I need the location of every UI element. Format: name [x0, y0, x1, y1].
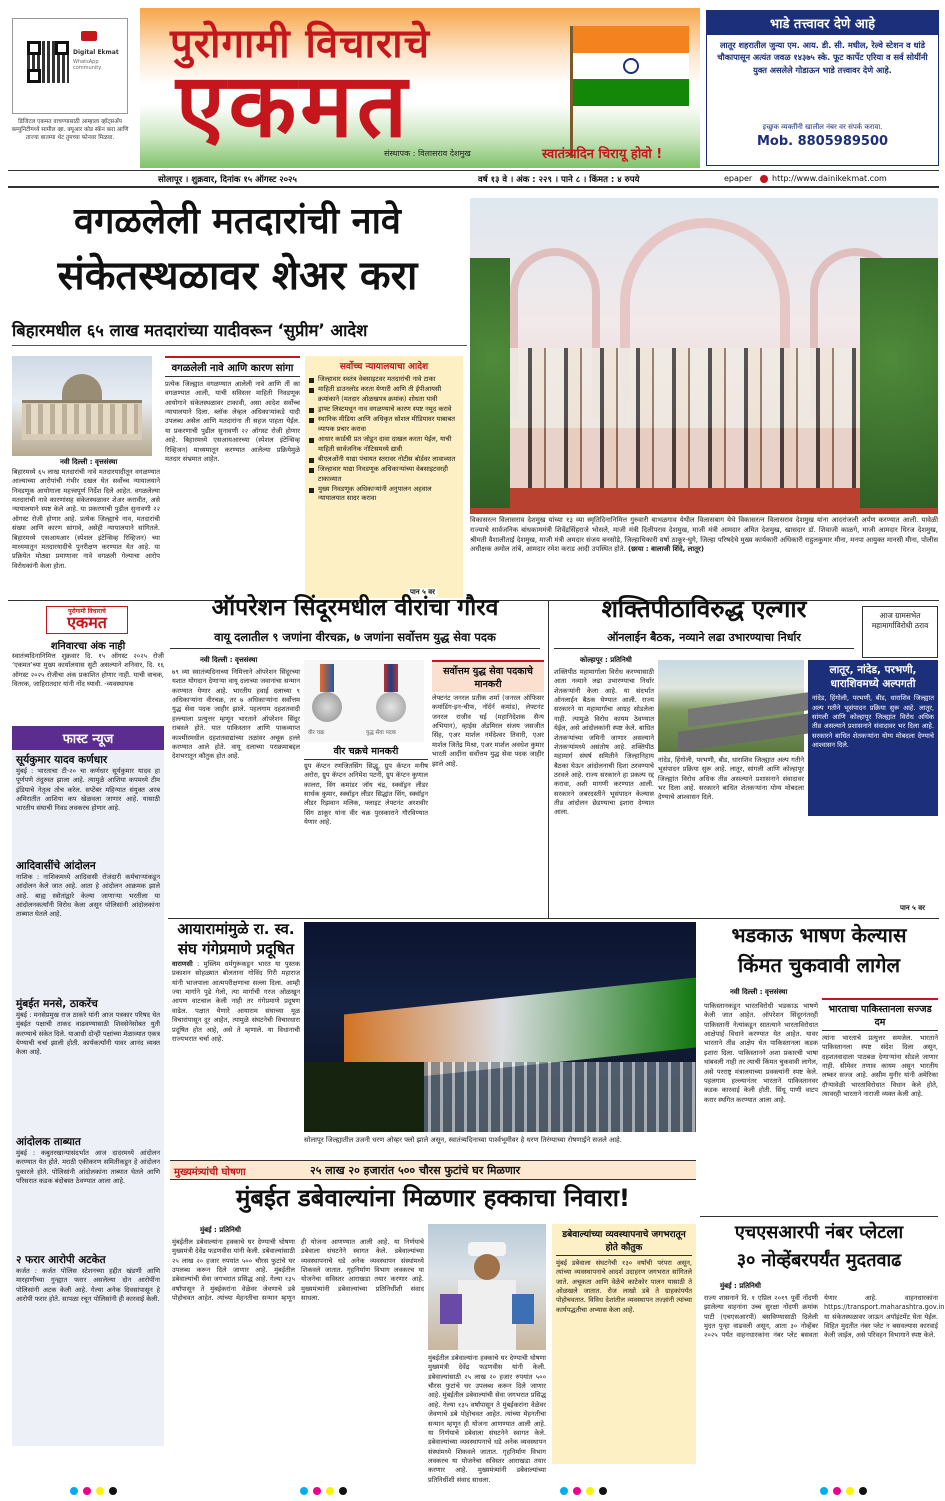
yudh-seva-medal-icon [376, 692, 406, 722]
sangh-body: वाराणसी : मुस्लिम धर्मगुरूंकडून भारत या पुस्तक प्रकाशन सोहळ्यात बोलताना गोविंद गिरी महाराज यांनी भाजपाला आत्मपरीक्षणाचा सल्ला दिला. आम्ही ज्या मार्गाने पुढे गेलो, त्या मार्गाची गरज ओळखून आपण वाटचाल केली नाही तर गंगेप्रमाणे प्रदूषण वाढेल. पक्षात येणारे आयाराम संघाच्या मूळ विचारांपासून दूर आहेत, त्यामुळे संघटनेची विचारधारा प्रदूषित होत आहे, असे ते म्हणाले. या विधानाची राज्यभरात चर्चा आहे. [172, 960, 301, 1043]
sangh-text: मुस्लिम धर्मगुरूंकडून भारत या पुस्तक प्रकाशन सोहळ्यात बोलताना गोविंद गिरी महाराज यांनी भाजपाला आत्मपरीक्षणाचा सल्ला दिला. आम्ही ज्या मार्गाने पुढे गेलो, त्या मार्गाची गरज ओळखून आपण वाटचाल केली नाही तर गंगेप्रमाणे प्रदूषण वाढेल. पक्षात येणारे आयाराम संघाच्या मूळ विचारांपासून दूर आहेत, त्यामुळे संघटनेची विचारधारा प्रदूषित होत आहे, असे ते म्हणाले. या विधानाची राज्यभरात चर्चा आहे. [172, 960, 301, 1043]
notice-logo: पुरोगामी विचाराचे एकमत [46, 606, 128, 634]
fast-news [12, 726, 164, 1446]
holiday-notice [12, 606, 164, 722]
hsrp-body: राज्य शासनाने दि. १ एप्रिल २०१९ पूर्वी नोंदणी झालेल्या वाहनांना उच्च सुरक्षा नोंदणी क्रमांक पाटी (एचएसआरपी) बसविण्यासाठी दिलेली मुदत पुन्हा वाढवली असून, आता ३० नोव्हेंबर २०२५ पर्यंत वाहनधारकांना नंबर प्लेट बसवता येणार आहे. वाहनधारकांना https://transport.maharashtra.gov.in या संकेतस्थळावर जाऊन अपॉइंटमेंट घेता येईल. विहित मुदतीत नंबर प्लेट न बसवल्यास कारवाई केली जाईल, असे परिवहन विभागाने स्पष्ट केले. [704, 1294, 945, 1340]
hsrp-headline-1: एचएसआरपी नंबर प्लेटला [734, 1222, 904, 1243]
shaktipeeth-side-body: नांदेड, हिंगोली, परभणी, बीड, धाराशिव जिल्ह्यात अल्प गतीने भूसंपादन प्रक्रिया सुरू आहे. लातूर, सांगली आणि कोल्हापूर जिल्ह्यांत विरोध अधिक तीव्र असल्याने प्रशासनाने संवादावर भर दिला आहे. सरकारने बाधित शेतकऱ्यांना योग्य मोबदला देण्याचे आश्वासन दिले. [812, 694, 934, 750]
bhadkau-headline-2: किंमत चुकवावी लागेल [737, 953, 901, 977]
sangh-headline: आयारामांमुळे रा. स्व. संघ गंगेप्रमाणे प्रदूषित [177, 920, 295, 958]
dabbawala-body: मुंबईतील डबेवाल्यांना हक्काचे घर देण्याची घोषणा मुख्यमंत्री देवेंद्र फडणवीस यांनी केली. डबेवाल्यांसाठी २५ लाख २० हजार रुपयांत ५०० चौरस फुटांचे घर उपलब्ध करून दिले जाणार आहे. मुंबईतील डबेवाल्यांची सेवा जगभरात प्रसिद्ध आहे. गेल्या १३५ वर्षांपासून ते मुंबईकरांना वेळेवर जेवणाचे डबे पोहोचवत आहेत. त्यांच्या मेहनतीचा सन्मान म्हणून ही योजना आणण्यात आली आहे. या निर्णयाचे डबेवाला संघटनेने स्वागत केले. डबेवाल्यांच्या व्यवस्थापनाचे धडे अनेक व्यवस्थापन संस्थांमध्ये शिकवले जातात. गृहनिर्माण विभाग लवकरच या योजनेचा सविस्तर आराखडा तयार करणार आहे. मुख्यमंत्र्यांनी डबेवाल्यांच्या प्रतिनिधींशी संवाद साधला. [172, 1238, 424, 1303]
lead-jump[interactable]: पान ५ वर [410, 588, 435, 596]
rental-ad[interactable] [706, 10, 939, 166]
fast-news-title: मुंबईत मनसे, ठाकरेंच [16, 998, 98, 1010]
sangh-dateline: वाराणसी [172, 960, 193, 968]
india-flag-icon [573, 26, 689, 106]
rental-ad-body: लातूर शहरातील जुन्या एम. आय. डी. सी. मधील, रेल्वे स्टेशन व धांडे चौकापासून अत्यंत जवळ १४३७५ स्के. फूट कार्पेट एरिया व सर्व सोयींनी युक्त असलेले गोडाऊन भाडे तत्त्वावर देणे आहे. [717, 40, 928, 75]
shaktipeeth-headline: शक्तिपीठाविरुद्ध एल्गार [601, 595, 807, 623]
shaktipeeth-dateline: कोल्हापूर : प्रतिनिधी [580, 656, 632, 664]
sindoor-headline: ऑपरेशन सिंदूरमधील वीरांचा गौरव [211, 595, 499, 621]
fast-news-title: आदिवासींचे आंदोलन [16, 860, 96, 872]
shaktipeeth-jump[interactable]: पान ५ वर [900, 904, 925, 912]
fast-news-body: मुंबई : मनसेप्रमुख राज ठाकरे यांनी आज पत्रकार परिषद घेत मुंबईत पक्षाची ताकद वाढवण्यासाठी शिवसेनेसोबत युती करण्याचे संकेत दिले. याआधी दोन्ही पक्षांच्या मेळाव्यात एकत्र येण्याची चर्चा झाली होती. कार्यकर्त्यांनी यावर आनंद व्यक्त केला आहे. [16, 1011, 160, 1057]
list-item: जिल्हावार स्वतंत्र वेबसाइटवर मतदारांची नावे टाका [309, 375, 459, 384]
cm-label: मुख्यमंत्र्यांची घोषणा [174, 1167, 246, 1178]
fast-news-item [16, 1135, 160, 1249]
rental-ad-title: भाडे तत्त्वावर देणे आहे [707, 11, 938, 35]
notice-title: शनिवारचा अंक नाही [50, 641, 126, 652]
founder-line: संस्थापक : विलासराव देशमुख [384, 149, 471, 158]
yudh-seva-title: सर्वोत्तम युद्ध सेवा पदकाचे मानकरी [432, 660, 544, 692]
lead-box-1-body: प्रत्येक जिल्ह्यात वगळण्यात आलेली नावे आणि तीं का वगळण्यात आली, याची सविस्तर माहिती निवडणूक आयोगाने संकेतस्थळावर टाकावी, असा आदेश सर्वोच्च न्यायालयाने दिला. ब्लॉक लेव्हल अधिकाऱ्यांकडे यादी उपलब्ध असेल आणि मतदारांना ती सहज पाहता येईल. या प्रकरणाची पुढील सुनावणी २२ ऑगस्ट रोजी होणार आहे. बिहारमध्ये एसआयआरच्या (स्पेशल इंटेन्सिव्ह रिव्हिजन) माध्यमातून करण्यात आलेल्या प्रक्रियेमुळे मतदार संभ्रमात आहेत. [165, 380, 300, 463]
dabbawala-body-2: मुंबईतील डबेवाल्यांना हक्काचे घर देण्याची घोषणा मुख्यमंत्री देवेंद्र फडणवीस यांनी केली. डबेवाल्यांसाठी २५ लाख २० हजार रुपयांत ५०० चौरस फुटांचे घर उपलब्ध करून दिले जाणार आहे. मुंबईतील डबेवाल्यांची सेवा जगभरात प्रसिद्ध आहे. गेल्या १३५ वर्षांपासून ते मुंबईकरांना वेळेवर जेवणाचे डबे पोहोचवत आहेत. त्यांच्या मेहनतीचा सन्मान म्हणून ही योजना आणण्यात आली आहे. या निर्णयाचे डबेवाला संघटनेने स्वागत केले. डबेवाल्यांच्या व्यवस्थापनाचे धडे अनेक व्यवस्थापन संस्थांमध्ये शिकवले जातात. गृहनिर्माण विभाग लवकरच या योजनेचा सविस्तर आराखडा तयार करणार आहे. मुख्यमंत्र्यांनी डबेवाल्यांच्या प्रतिनिधींशी संवाद साधला. [428, 1354, 546, 1484]
bhadkau-dateline: नवी दिल्ली : वृत्तसंस्था [730, 988, 788, 996]
list-item: आधार कार्डची प्रत जोडून दावा दाखल करता येईल, याची माहिती सार्वजनिक नोटिसमध्ये द्यावी [309, 435, 459, 454]
dabbawala-box-title: डबेवाल्यांच्या व्यवस्थापनाचे जगभरातून होते कौतुक [556, 1227, 692, 1256]
dam-caption: सोलापूर जिल्ह्यातील उजनी धरण ओव्हर फ्लो झाले असून, स्वातंत्र्यदिनाच्या पार्श्वभूमीवर हे धरण तिरंग्याच्या रोषणाईने सजले आहे. [304, 1136, 622, 1144]
lead-headline-2: संकेतस्थळावर शेअर करा [57, 253, 418, 299]
website-link[interactable]: http://www.dainikekmat.com [772, 174, 887, 183]
issue-volume: वर्ष १३ वे । अंक : २२९ । पाने ८ । किंमत : ४ रुपये [478, 175, 640, 185]
shaktipeeth-body-2: नांदेड, हिंगोली, परभणी, बीड, धाराशिव जिल्ह्यात अल्प गतीने भूसंपादन प्रक्रिया सुरू आहे. लातूर, सांगली आणि कोल्हापूर जिल्ह्यांत विरोध अधिक तीव्र असल्याने प्रशासनाने संवादावर भर दिला आहे. सरकारने बाधित शेतकऱ्यांना योग्य मोबदला देण्याचे आश्वासन दिले. [658, 756, 804, 802]
cm-text: २५ लाख २० हजारांत ५०० चौरस फुटांचे घर मिळणार [310, 1164, 521, 1177]
fast-news-item [16, 753, 160, 855]
shaktipeeth-side-box [808, 660, 938, 816]
yudh-seva-box [432, 660, 544, 912]
medal-2-label: युद्ध सेवा पदक [366, 730, 397, 736]
ujani-dam-photo [304, 922, 696, 1132]
fast-news-body: नाशिक : नाशिकमध्ये आदिवासी रोजंदारी कर्मचाऱ्यांकडून आंदोलन केले जात आहे. आता हे आंदोलन आक्रमक झाले आहे. बाह्य स्त्रोतांद्वारे केल्या जाणाऱ्या भरतीला या आंदोलनकर्त्यांनी विरोध केला असून पोलिसांनी आंदोलकांना ताब्यात घेतले आहे. [16, 873, 160, 919]
sindoor-body: ७९ व्या स्वातंत्र्यदिनाच्या निमित्ताने ऑपरेशन सिंदूरच्या यशात योगदान देणाऱ्या वायू दलाच्या जवानांचा सन्मान करण्यात येणार आहे. भारतीय हवाई दलाच्या ९ अधिकाऱ्यांना वीरचक्र, तर ७ अधिकाऱ्यांना सर्वोत्तम युद्ध सेवा पदक जाहीर झाले. पहलगाम दहशतवादी हल्ल्याला प्रत्युत्तर म्हणून भारताने ऑपरेशन सिंदूर राबवले होते. यात पाकिस्तान आणि पाकव्याप्त काश्मीरमधील दहशतवाद्यांच्या तळांवर अचूक हल्ले करण्यात आले होते. वायू दलाच्या पराक्रमाबद्दल देशभरातून कौतुक होत आहे. [172, 668, 300, 761]
issue-bar [8, 170, 939, 188]
list-item: जिल्हावार याद्या निवडणूक अधिकाऱ्यांच्या वेबसाइटवरही टाकाव्यात [309, 465, 459, 484]
yudh-seva-body: लेफ्टनंट जनरल प्रतीक शर्मा (जनरल ऑफिसर कमांडिंग-इन-चीफ, नॉर्दर्न कमांड), लेफ्टनंट जनरल राजीव घई (महानिदेशक सैन्य अभियान), व्हाईस अ‍ॅडमिरल संजय जसजीत सिंह, एअर मार्शल नर्मदेश्वर तिवारी, एअर मार्शल जितेंद्र मिश्रा, एअर मार्शल अवधेश कुमार भारती आदींना सर्वोत्तम युद्ध सेवा पदक जाहीर झाले आहे. [432, 694, 544, 768]
lead-body: बिहारमध्ये ६५ लाख मतदारांची नावे मतदारयादीतून वगळण्यात आल्याच्या आरोपांची गंभीर दखल घेत सर्वोच्च न्यायालयाने निवडणूक आयोगाला महत्त्वपूर्ण निर्देश दिले आहेत. वगळलेल्या मतदारांची नावे कारणांसह संकेतस्थळावर शेअर करावीत, असे न्यायालयाने स्पष्ट केले आहे. या प्रकरणाची पुढील सुनावणी २२ ऑगस्ट रोजी होणार आहे. प्रत्येक जिल्ह्याचे नाव, मतदारांची संख्या आणि कारण सांगावे, असेही न्यायालयाने सांगितले. बिहारमध्ये एसआयआर (स्पेशल इंटेन्सिव्ह रिव्हिजन) च्या माध्यमातून मतदारयादीचे पुनरीक्षण करण्यात येत आहे. या प्रक्रियेत मोठ्या प्रमाणावर नावे वगळली गेल्याचा आरोप विरोधकांनी केला होता. [12, 468, 160, 570]
bhadkau-box-body: त्यांना भारताचे प्रत्युत्तर समजेल. भारताने पाकिस्तानला स्पष्ट संदेश दिला असून, दहशतवादाला पाठबळ देणाऱ्यांना सोडले जाणार नाही. सीमेवर तणाव कायम असून भारतीय लष्कर सज्ज आहे. असीम मुनीर यांनी अमेरिका दौऱ्यावेळी भारताविरोधात विधान केले होते, त्यावरही भारताने नाराजी व्यक्त केली आहे. [822, 1034, 938, 1099]
lead-box-1 [165, 356, 300, 596]
fast-news-body: मुंबई : कबुतरखान्यासंदर्भात आज दादरमध्ये आंदोलन करण्यात येत होते. मराठी एकीकरण समितीकडून हे आंदोलन पुकारले होते. पोलिसांनी आंदोलकांना ताब्यात घेतले आणि परिसरात कडक बंदोबस्त ठेवण्यात आला आहे. [16, 1149, 160, 1186]
shaktipeeth-body: शक्तिपीठ महामार्गाला विरोध करण्यासाठी आता नव्याने लढा उभारण्याचा निर्धार शेतकऱ्यांनी केला आहे. या संदर्भात ऑनलाईन बैठक घेण्यात आली. राज्य सरकारने या महामार्गाचा आग्रह सोडलेला नाही. त्यामुळे विरोध कायम ठेवण्यात येईल, असे आंदोलकांनी स्पष्ट केले. बाधित शेतकऱ्यांच्या जमिनी जाणार असल्याने शेतकऱ्यांमध्ये असंतोष आहे. शक्तिपीठ महामार्ग संघर्ष समितीने जिल्हानिहाय बैठका घेऊन आंदोलनाची दिशा ठरवण्याचे ठरवले आहे. राज्य सरकारने हा प्रकल्प रद्द करावा, अशी मागणी करण्यात आली. सरकारने जबरदस्तीने भूसंपादन केल्यास तीव्र आंदोलन छेडण्याचा इशारा देण्यात आला. [554, 668, 654, 817]
epaper-label: epaper [724, 174, 753, 183]
supreme-court-photo [12, 356, 152, 456]
list-item: स्थानिक मीडिया आणि अधिकृत सोशल मीडियावर याबाबत व्यापक प्रचार करावा [309, 415, 459, 434]
fast-news-title: २ फरार आरोपी अटकेत [16, 1254, 106, 1266]
fast-news-header: फास्ट न्यूज [12, 726, 164, 750]
print-registration-marks [70, 1487, 117, 1495]
sindoor-dateline: नवी दिल्ली : वृत्तसंस्था [200, 656, 258, 664]
lead-box-2 [305, 356, 463, 598]
greeting: स्वातंत्र्यदिन चिरायू होवो ! [542, 147, 663, 162]
bhadkau-body: पाकिस्तानकडून भारतविरोधी भडकाऊ भाषणे केली जात आहेत. ऑपरेशन सिंदूरनंतरही पाकिस्तानी नेत्यांकडून सातत्याने भारताविरोधात आक्षेपार्ह विधाने करण्यात येत आहेत. यावर भारताने तीव्र आक्षेप घेत पाकिस्तानला कडक इशारा दिला. पाकिस्तानने अशा प्रकारची भाषा थांबवली नाही तर त्याची किंमत चुकवावी लागेल, असे परराष्ट्र मंत्रालयाच्या प्रवक्त्यांनी स्पष्ट केले. पहलगाम हल्ल्यानंतर भारताने पाकिस्तानवर कडक कारवाई केली होती. सिंधू पाणी वाटप करार स्थगित करण्यात आला आहे. [704, 1002, 818, 1104]
medals-photo [304, 660, 424, 742]
hsrp-dateline: मुंबई : प्रतिनिधी [720, 1282, 761, 1290]
dabbawala-headline: मुंबईत डबेवाल्यांना मिळणार हक्काचा निवारा! [236, 1184, 630, 1212]
sindoor-subhead: वायू दलातील ९ जणांना वीरचक्र, ७ जणांना सर्वोत्तम युद्ध सेवा पदक [170, 630, 540, 649]
shaktipeeth-tag-text: आज ग्रामसभेत महामार्गाविरोधी ठराव [871, 611, 929, 630]
dabbawala-box-body: मुंबई डबेवाला संघटनेची १३० वर्षांची परंपरा असून, त्यांच्या व्यवस्थापनाचे आदर्श उदाहरण जगभरात सांगितले जाते. अचूकता आणि वेळेचे काटेकोर पालन यासाठी ते ओळखले जातात. रोज लाखो डबे ते ग्राहकांपर्यंत पोहोचवतात. विविध देशांतील व्यवस्थापन तज्ज्ञांनी त्यांच्या कार्यपद्धतीचा अभ्यास केला आहे. [556, 1259, 692, 1314]
lead-box-1-title: वगळलेली नावे आणि कारण सांगा [165, 356, 300, 377]
fast-news-item [16, 1253, 160, 1355]
cm-announcement-strip [170, 1160, 696, 1180]
shaktipeeth-side-title: लातूर, नांदेड, परभणी, धाराशिवमध्ये अल्पगती [829, 664, 917, 690]
dabbawala-photo [428, 1224, 546, 1350]
rental-ad-contact: इच्छुक व्यक्तींनी खालील नंबर वर संपर्क करावा. [762, 123, 883, 131]
list-item: माहिती डाउनलोड करता येणारी आणि ती ईपीआयसी क्रमांकाने (मतदार ओळखपत्र क्रमांक) शोधता यावी [309, 385, 459, 404]
fast-news-title: सूर्यकुमार यादव कर्णधार [16, 754, 108, 766]
fast-news-item [16, 859, 160, 993]
qr-card[interactable] [12, 18, 128, 114]
dabbawala-box [552, 1224, 696, 1464]
notice-body: स्वातंत्र्यदिनानिमित्त शुक्रवार दि. १५ ऑगस्ट २०२५ रोजी ‘एकमत’च्या मुख्य कार्यालयास सुटी असल्याने शनिवार, दि. १६ ऑगस्ट २०२५ रोजीचा अंक प्रकाशित होणार नाही. याची वाचक, वितरक, जाहिरातदार यांनी नोंद घ्यावी. -व्यवस्थापक [12, 652, 164, 689]
masthead [0, 0, 945, 196]
shaktipeeth-subhead: ऑनलाईन बैठक, नव्याने लढा उभारण्याचा निर्धार [554, 630, 854, 649]
vir-chakra-title: वीर चक्रचे मानकरी [304, 744, 428, 760]
bhadkau-box [822, 998, 938, 1198]
medal-1-label: वीर चक्र [308, 730, 325, 736]
issue-date: सोलापूर । शुक्रवार, दिनांक १५ ऑगस्ट २०२५ [158, 175, 297, 185]
masthead-title[interactable]: एकमत [176, 54, 412, 157]
fast-news-body: कर्जत : कर्जत पोलिस स्टेशनच्या हद्दीत खंडणी आणि मारहाणीच्या गुन्ह्यात फरार असलेल्या दोन आरोपींना पोलिसांनी अटक केली आहे. गेल्या अनेक दिवसांपासून हे आरोपी फरार होते. सापळा रचून पोलिसांनी ही कारवाई केली. [16, 1267, 160, 1304]
fast-news-body: मुंबई : भारताचा टी-२० चा कर्णधार सूर्यकुमार यादव हा पूर्णपणे तंदुरुस्त झाला आहे. त्यामुळे आशिया कपमध्ये टीम इंडियाचे नेतृत्व तोच करेल. सप्टेंबर महिन्यात संयुक्त अरब अमिरातीत आशिया कप खेळवला जाणार आहे. यासाठी भारतीय संघाची निवड लवकरच होणार आहे. [16, 767, 160, 813]
vir-chakra-body: ग्रुप कॅप्टन रणजितसिंग सिद्धू, ग्रुप कॅप्टन मनीष अरोरा, ग्रुप कॅप्टन अनिमेश पटनी, ग्रुप कॅप्टन कुणाल कालरा, विंग कमांडर जॉय चंद्र, स्क्वॉड्रन लीडर सार्थक कुमार, स्क्वॉड्रन लीडर सिद्धांत सिंग, स्क्वॉड्रन लीडर रिझवान मलिक, फ्लाइट लेफ्टनंट अरशवीर सिंग ठाकूर यांना वीर चक्र पुरस्काराने गौरविण्यात येणार आहे. [304, 762, 428, 827]
list-item: ड्राफ्ट लिस्टमधून नाव वगळण्याचे कारण स्पष्ट नमूद करावे [309, 405, 459, 414]
bhadkau-box-title: भारताचा पाकिस्तानला सज्जड दम [822, 998, 938, 1031]
logo-mini-icon [81, 31, 97, 41]
list-item: बीएलओंनी याद्या पंचायत स्तरावर नोटीस बोर्डवर लावाव्यात [309, 455, 459, 464]
bhadkau-headline-1: भडकाऊ भाषण केल्यास [731, 923, 907, 947]
qr-subtitle: WhatsApp community [73, 59, 102, 71]
memorial-caption-text: विकासरत्न विलासराव देशमुख यांच्या १३ व्या स्मृतिदिनानिमित्त गुरुवारी बाभळगाव येथील विलासबाग येथे विकासरत्न विलासराव देशमुख यांना आदरांजली अर्पण करण्यात आली. यावेळी राज्याचे सार्वजनिक बांधकाममंत्री शिवेंद्रसिंहराजे भोसले, माजी मंत्री दिलीपराव देशमुख, माजी मंत्री आमदार अमित देशमुख, खासदार डॉ. शिवाजी काळगे, माजी आमदार धिरज देशमुख, श्रीमती वैशालीताई देशमुख, माजी मंत्री अमदार संजय बनसोडे, जिल्हाधिकारी वर्षा ठाकूर-घुगे, जिल्हा परिषदेचे मुख्य कार्यकारी अधिकारी राहुलकुमार मीना, मनपा आयुक्त मानसी मीना, पोलीस अधीक्षक अमोल तांबे, आमदार रमेश कराड आदी उपस्थित होते. [470, 516, 938, 554]
lead-headline-1: वगळलेली मतदारांची नावे [74, 201, 401, 242]
list-item: मुख्य निवडणूक अधिकाऱ्यांनी अनुपालन अहवाल न्यायालयात सादर करावा [309, 485, 459, 504]
memorial-photo [470, 198, 938, 514]
vir-chakra-box [304, 744, 428, 912]
fast-news-item [16, 997, 160, 1131]
memorial-caption [470, 516, 938, 584]
hsrp-headline-2: ३० नोव्हेंबरपर्यंत मुदतवाढ [736, 1250, 902, 1271]
court-directives-list [309, 375, 459, 504]
fast-news-title: आंदोलक ताब्यात [16, 1136, 81, 1148]
globe-icon [760, 175, 768, 183]
highway-photo [658, 660, 804, 752]
qr-caption: डिजिटल एकमत वाचण्यासाठी आम्हाला व्हॉट्सअ‍ॅप कम्युनिटीमध्ये सामील व्हा. क्यूआर कोड स्कॅन करा आणि ताज्या बातम्या थेट तुमच्या फोनवर मिळवा. [11, 119, 129, 142]
qr-panel [8, 8, 132, 194]
qr-title: Digital Ekmat [73, 49, 119, 56]
rental-ad-mobile[interactable]: Mob. 8805989500 [756, 134, 889, 149]
dabbawala-dateline: मुंबई : प्रतिनिधी [200, 1226, 241, 1234]
lead-dateline: नवी दिल्ली : वृत्तसंस्था [60, 458, 118, 466]
vir-chakra-medal-icon [312, 692, 342, 722]
shaktipeeth-tag [862, 606, 938, 658]
photo-credit: (छाया : बालाजी शिंदे, लातूर) [627, 545, 705, 554]
lead-box-2-title: सर्वोच्च न्यायालयाचा आदेश [339, 362, 429, 372]
lead-subhead: बिहारमधील ६५ लाख मतदारांच्या यादीवरून ‘सुप्रीम’ आदेश [12, 318, 467, 346]
masthead-slogan: पुरोगामी विचाराचे [170, 21, 431, 67]
